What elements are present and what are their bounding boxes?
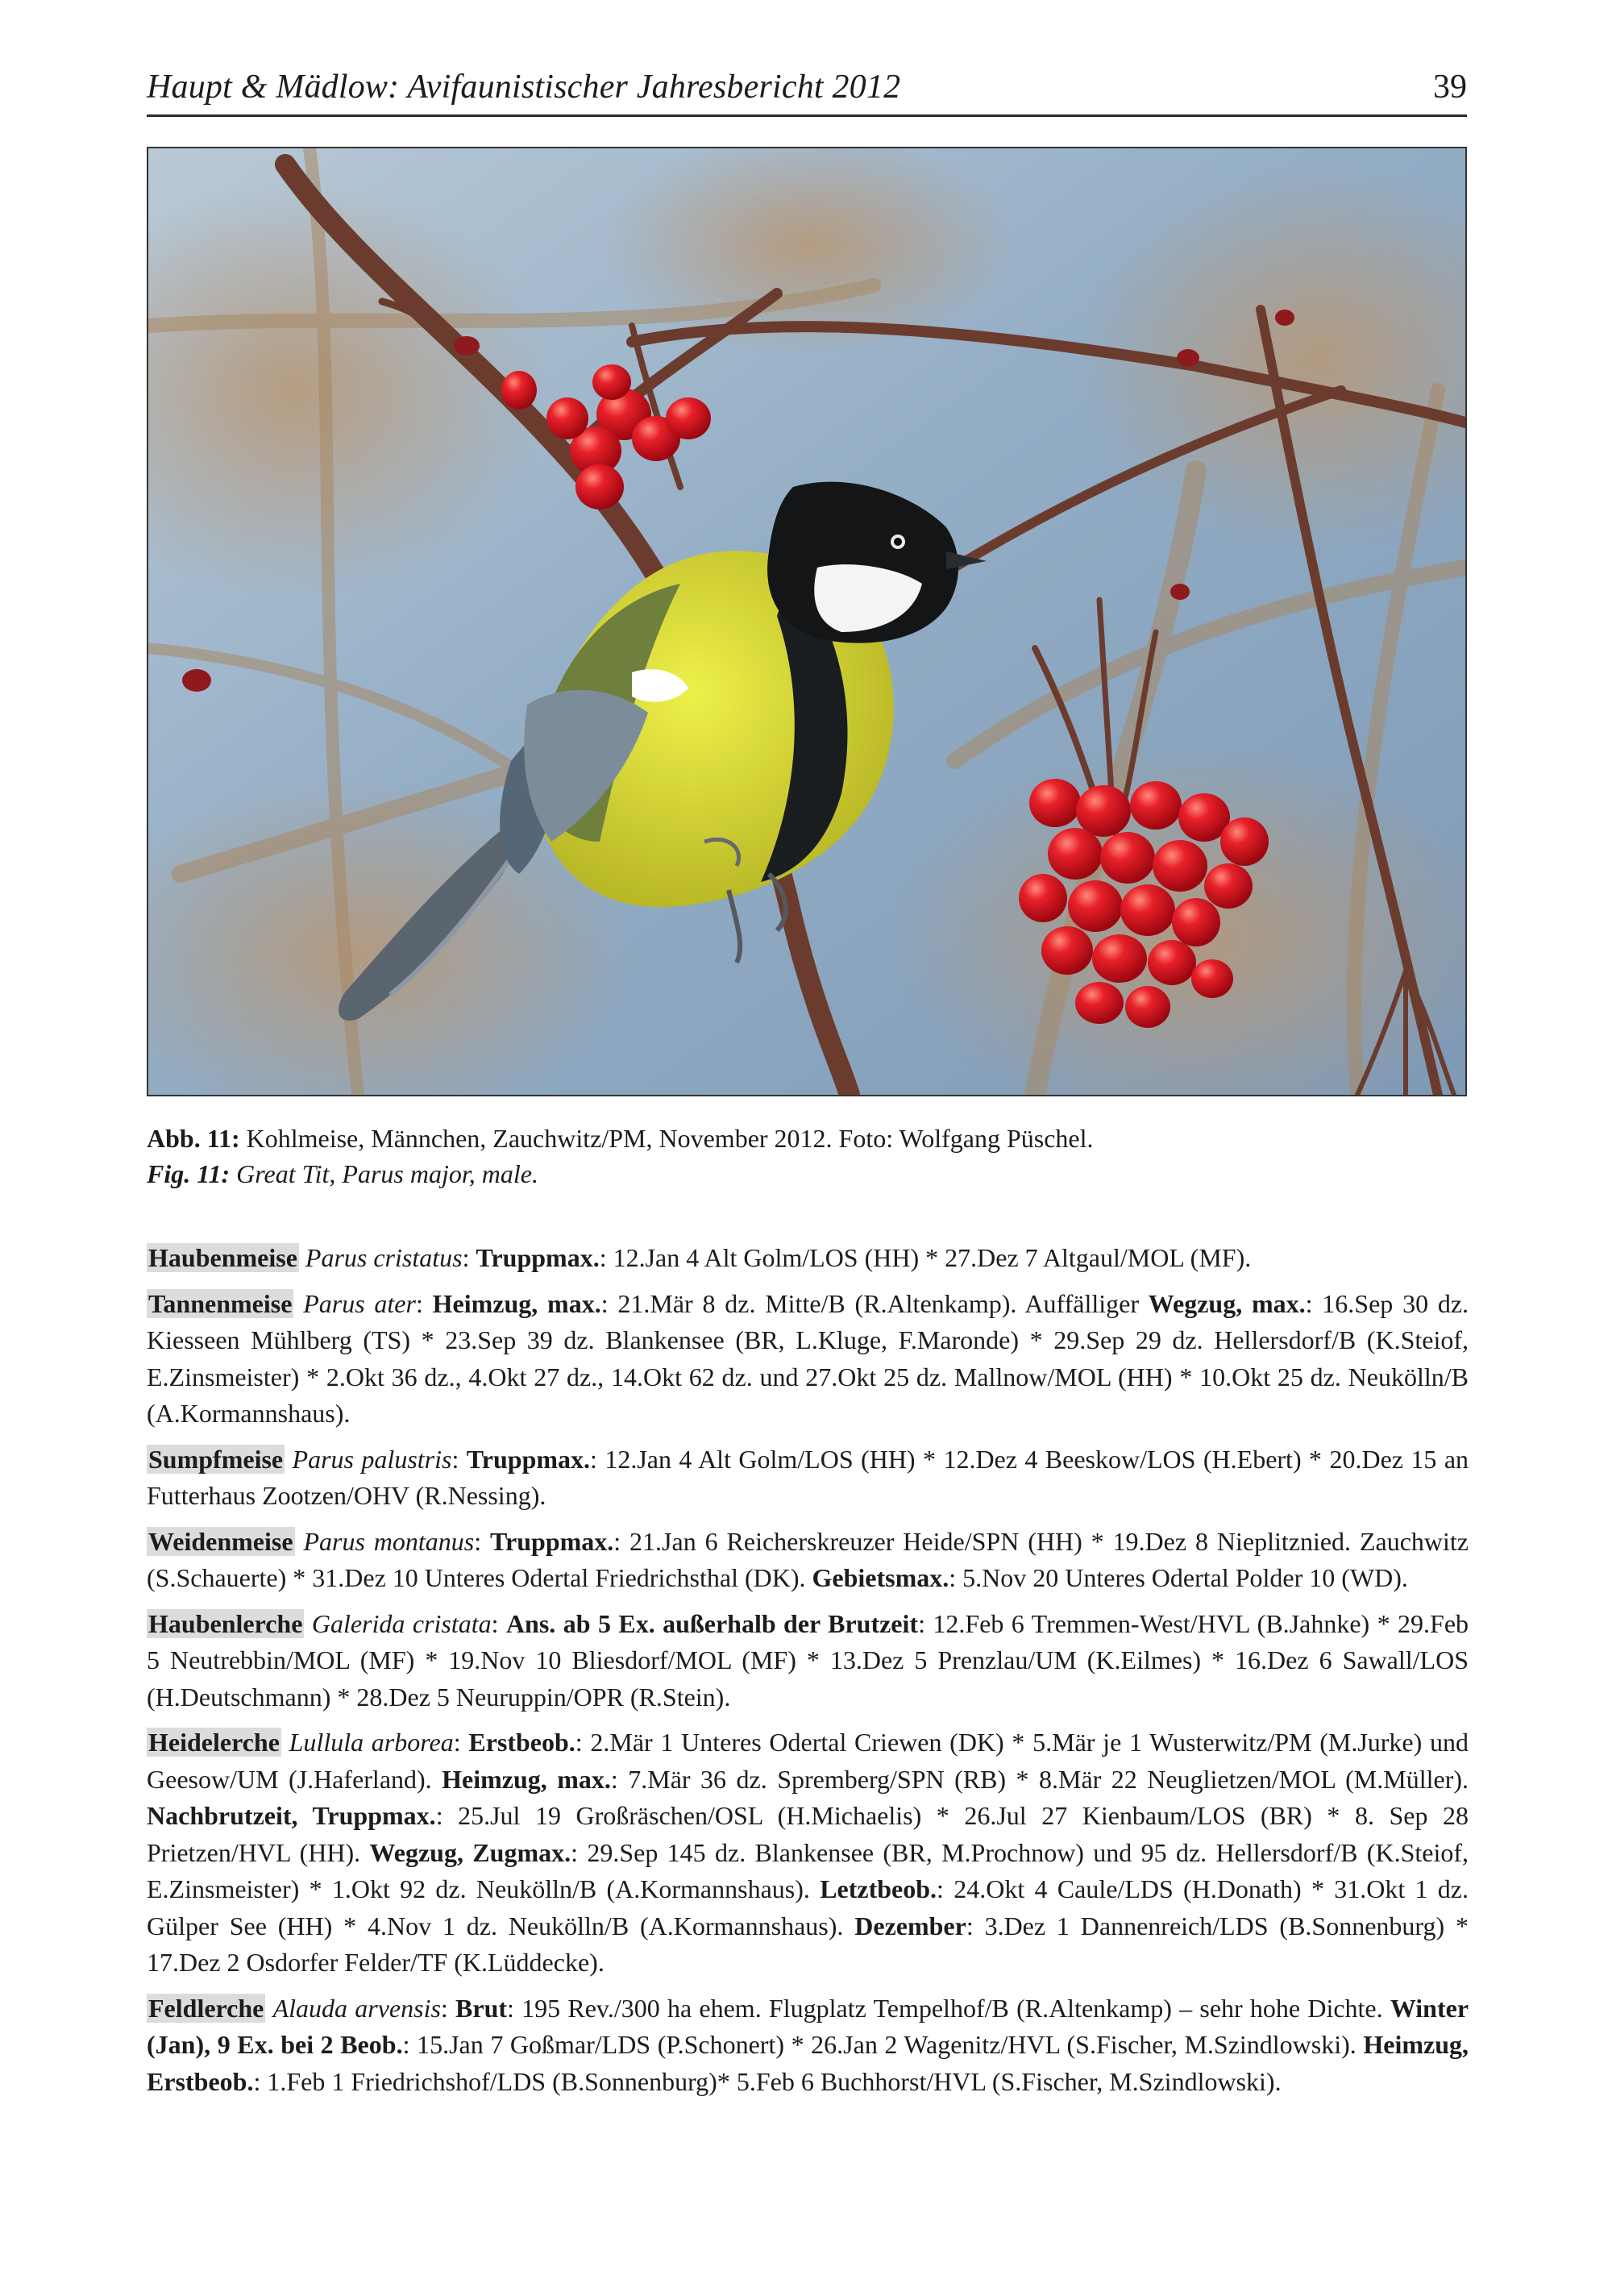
entry-rubric: Wegzug, Zugmax. bbox=[369, 1837, 571, 1867]
entry-text: : 25.Jul 19 Großräschen/OSL (H.Michaelis) * 26.Jul 27 Kienbaum/LOS (BR) * 8. Sep 28 Prietzen/HVL (HH). bbox=[147, 1801, 1469, 1867]
species-entry bbox=[147, 1990, 1469, 2101]
entry-rubric: Truppmax. bbox=[490, 1526, 614, 1556]
entry-rubric: Brut bbox=[455, 1993, 508, 2023]
species-latin-name: Parus ater bbox=[303, 1288, 416, 1318]
species-latin-name: Parus cristatus bbox=[305, 1243, 463, 1272]
entry-text: : 12.Jan 4 Alt Golm/LOS (HH) * 27.Dez 7 Altgaul/MOL (MF). bbox=[599, 1243, 1252, 1272]
entry-text: : bbox=[451, 1444, 467, 1474]
entry-rubric: Erstbeob. bbox=[468, 1728, 575, 1757]
entry-text: : 1.Feb 1 Friedrichshof/LDS (B.Sonnenburg)* 5.Feb 6 Buchhorst/HVL (S.Fischer, M.Szindlowski). bbox=[253, 2066, 1282, 2096]
species-name: Heidelerche bbox=[148, 1728, 280, 1757]
caption-en-label: Fig. 11: bbox=[147, 1159, 231, 1188]
entry-text: : bbox=[462, 1243, 476, 1272]
entry-text: : 12.Jan 4 Alt Golm/LOS (HH) * 12.Dez 4 Beeskow/LOS (H.Ebert) * 20.Dez 15 an Futterhaus Zootzen/OHV (R.Nessing). bbox=[147, 1444, 1469, 1510]
entry-text: : bbox=[440, 1993, 456, 2023]
entry-text: : 7.Mär 36 dz. Spremberg/SPN (RB) * 8.Mär 22 Neuglietzen/MOL (M.Müller). bbox=[610, 1764, 1469, 1794]
entry-text: : 3.Dez 1 Dannenreich/LDS (B.Sonnenburg) * 17.Dez 2 Osdorfer Felder/TF (K.Lüddecke). bbox=[147, 1911, 1469, 1977]
species-name: Sumpfmeise bbox=[148, 1444, 284, 1474]
entry-rubric: Truppmax. bbox=[476, 1243, 600, 1272]
caption-text: Kohlmeise, Männchen, Zauchwitz/PM, November 2012. Foto: Wolfgang Püschel. bbox=[239, 1124, 1094, 1153]
entry-text: : bbox=[453, 1728, 469, 1757]
entry-text: : bbox=[415, 1288, 433, 1318]
entry-text: : 21.Jan 6 Reicherskreuzer Heide/SPN (HH) * 19.Dez 8 Nieplitznied. Zauchwitz (S.Schauerte) * 31.Dez 10 Unteres Odertal Friedrichsthal (DK). bbox=[147, 1526, 1469, 1592]
entry-text: : bbox=[474, 1526, 491, 1556]
running-title: Haupt & Mädlow: Avifaunistischer Jahresbericht 2012 bbox=[147, 69, 901, 106]
entry-rubric: Heimzug, Erstbeob. bbox=[147, 2030, 1469, 2096]
entry-text: : 29.Sep 145 dz. Blankensee (BR, M.Prochnow) und 95 dz. Hellersdorf/B (K.Steiof, E.Zinsmeister) * 1.Okt 92 dz. Neukölln/B (A.Kormannshaus). bbox=[147, 1837, 1469, 1903]
entry-rubric: Winter (Jan), 9 Ex. bei 2 Beob. bbox=[147, 1993, 1469, 2059]
species-name: Haubenlerche bbox=[148, 1608, 303, 1638]
species-latin-name: Lullula arborea bbox=[289, 1728, 454, 1757]
entry-rubric: Truppmax. bbox=[466, 1444, 591, 1474]
species-entry bbox=[147, 1724, 1469, 1982]
entry-text: : 2.Mär 1 Unteres Odertal Criewen (DK) * 5.Mär je 1 Wusterwitz/PM (M.Jurke) und Geesow/UM (J.Haferland). bbox=[147, 1728, 1469, 1794]
great-tit-photo-illustration bbox=[148, 148, 1465, 1095]
entry-rubric: Nachbrutzeit, Truppmax. bbox=[147, 1801, 436, 1830]
running-header bbox=[147, 64, 1467, 117]
species-entry bbox=[147, 1606, 1469, 1716]
species-latin-name: Alauda arvensis bbox=[272, 1993, 441, 2023]
species-name: Haubenmeise bbox=[148, 1243, 297, 1272]
species-entry bbox=[147, 1286, 1469, 1433]
entry-text: : 21.Mär 8 dz. Mitte/B (R.Altenkamp). Auffälliger bbox=[600, 1288, 1149, 1318]
great-tit-photo bbox=[147, 147, 1467, 1096]
species-name: Tannenmeise bbox=[148, 1288, 293, 1318]
entry-rubric: Ans. ab 5 Ex. außerhalb der Brutzeit bbox=[505, 1608, 919, 1638]
caption-en-text: Great Tit, Parus major, male. bbox=[230, 1159, 538, 1188]
entry-rubric: Heimzug, max. bbox=[432, 1288, 601, 1318]
species-entry bbox=[147, 1441, 1469, 1515]
entry-text: : 24.Okt 4 Caule/LDS (H.Donath) * 31.Okt 1 dz. Gülper See (HH) * 4.Nov 1 dz. Neukölln/B (A.Kormannshaus). bbox=[147, 1874, 1469, 1940]
entry-text: : 15.Jan 7 Goßmar/LDS (P.Schonert) * 26.Jan 2 Wagenitz/HVL (S.Fischer, M.Szindlowski). bbox=[402, 2030, 1364, 2059]
entry-rubric: Heimzug, max. bbox=[442, 1764, 611, 1794]
species-name: Weidenmeise bbox=[148, 1526, 293, 1556]
species-entries bbox=[147, 1240, 1469, 2109]
entry-text: : 195 Rev./300 ha ehem. Flugplatz Tempelhof/B (R.Altenkamp) – sehr hohe Dichte. bbox=[507, 1993, 1390, 2023]
species-entry bbox=[147, 1524, 1469, 1597]
entry-text: : bbox=[491, 1608, 506, 1638]
entry-rubric: Letztbeob. bbox=[820, 1874, 937, 1903]
page-number: 39 bbox=[1433, 69, 1467, 106]
caption-german bbox=[147, 1121, 1469, 1156]
figure-caption bbox=[147, 1121, 1469, 1192]
species-name: Feldlerche bbox=[148, 1993, 264, 2023]
species-latin-name: Parus palustris bbox=[292, 1444, 452, 1474]
species-entry bbox=[147, 1240, 1469, 1277]
entry-text: : 12.Feb 6 Tremmen-West/HVL (B.Jahnke) * 29.Feb 5 Neutrebbin/MOL (MF) * 19.Nov 10 Bliesdorf/MOL (MF) * 13.Dez 5 Prenzlau/UM (K.Eilmes) * 16.Dez 6 Sawall/LOS (H.Deutschmann) * 28.Dez 5 Neuruppin/OPR (R.Stein). bbox=[147, 1608, 1469, 1712]
entry-rubric: Gebietsmax. bbox=[812, 1563, 949, 1592]
species-latin-name: Parus montanus bbox=[303, 1526, 475, 1556]
species-latin-name: Galerida cristata bbox=[311, 1608, 492, 1638]
entry-text: : 5.Nov 20 Unteres Odertal Polder 10 (WD). bbox=[949, 1563, 1408, 1592]
entry-rubric: Wegzug, max. bbox=[1148, 1288, 1306, 1318]
caption-english bbox=[147, 1156, 1469, 1192]
caption-label: Abb. 11: bbox=[147, 1124, 240, 1153]
entry-text: : 16.Sep 30 dz. Kiesseen Mühlberg (TS) * 23.Sep 39 dz. Blankensee (BR, L.Kluge, F.Maronde) * 29.Sep 29 dz. Hellersdorf/B (K.Steiof, E.Zinsmeister) * 2.Okt 36 dz., 4.Okt 27 dz., 14.Okt 62 dz. und 27.Okt 25 dz. Mallnow/MOL (HH) * 10.Okt 25 dz. Neukölln/B (A.Kormannshaus). bbox=[147, 1288, 1469, 1428]
entry-rubric: Dezember bbox=[854, 1911, 966, 1940]
